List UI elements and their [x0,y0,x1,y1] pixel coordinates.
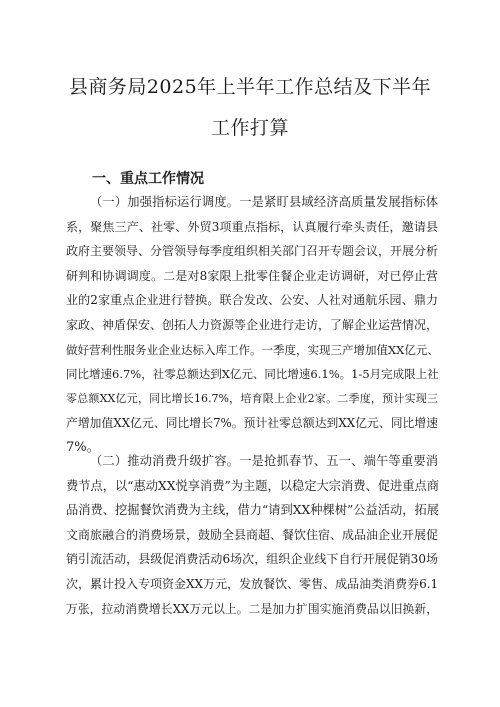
paragraph-line: 研判和协调调度。二是对8家限上批零住餐企业走访调研，对已停止营 [66,268,438,283]
paragraph-line: 系，聚焦三产、社零、外贸3项重点指标，认真履行牵头责任，邀请县 [66,219,438,234]
paragraph-line: （二）推动消费升级扩容。一是抢抓春节、五一、端午等重要消 [90,454,438,468]
paragraph-1 [66,190,438,461]
paragraph-line: 同比增速6.7%，社零总额达到X亿元、同比增速6.1%。1-5月完成限上社 [66,367,439,382]
document-title-line-1: 县商务局2025年上半年工作总结及下半年 [68,76,432,98]
paragraph-line: 销引流活动，县级促消费活动6场次，组织企业线下自行开展促销30场 [66,552,438,567]
paragraph-line: 政府主要领导、分管领导每季度组织相关部门召开专题会议，开展分析 [66,244,439,259]
paragraph-line: 文商旅融合的消费场景，鼓励全县商超、餐饮住宿、成品油企业开展促 [66,527,439,542]
paragraph-line: 费节点，以“惠动XX悦享消费”为主题，以稳定大宗消费、促进重点商 [66,478,439,493]
paragraph-line: 万张，拉动消费增长XX万元以上。二是加力扩围实施消费品以旧换新， [66,601,438,616]
paragraph-line: 零总额XX亿元，同比增长16.7%，培育限上企业2家。二季度，预计实现三 [66,391,438,405]
paragraph-line: 品消费、挖掘餐饮消费为主线，借力“请到XX种棵树”公益活动，拓展 [66,503,439,518]
paragraph-line: 家政、神盾保安、创拓人力资源等企业进行走访，了解企业运营情况， [66,317,439,332]
paragraph-line: 次，累计投入专项资金XX万元，发放餐饮、零售、成品油类消费券6.1 [66,576,439,591]
paragraph-line: 业的2家重点企业进行替换。联合发改、公安、人社对通航乐园、鼎力 [66,293,438,308]
document-title-line-2: 工作打算 [210,117,289,139]
paragraph-line: 产增加值XX亿元、同比增长7%。预计社零总额达到XX亿元、同比增速 [66,416,438,431]
paragraph-line: （一）加强指标运行调度。一是紧盯县域经济高质量发展指标体 [90,195,438,209]
paragraph-line: 做好营利性服务业企业达标入库工作。一季度，实现三产增加值XX亿元、 [66,342,439,357]
paragraph-2 [66,449,438,621]
section-heading: 一、重点工作情况 [92,171,204,187]
paragraph-line: 7%。 [66,439,100,455]
